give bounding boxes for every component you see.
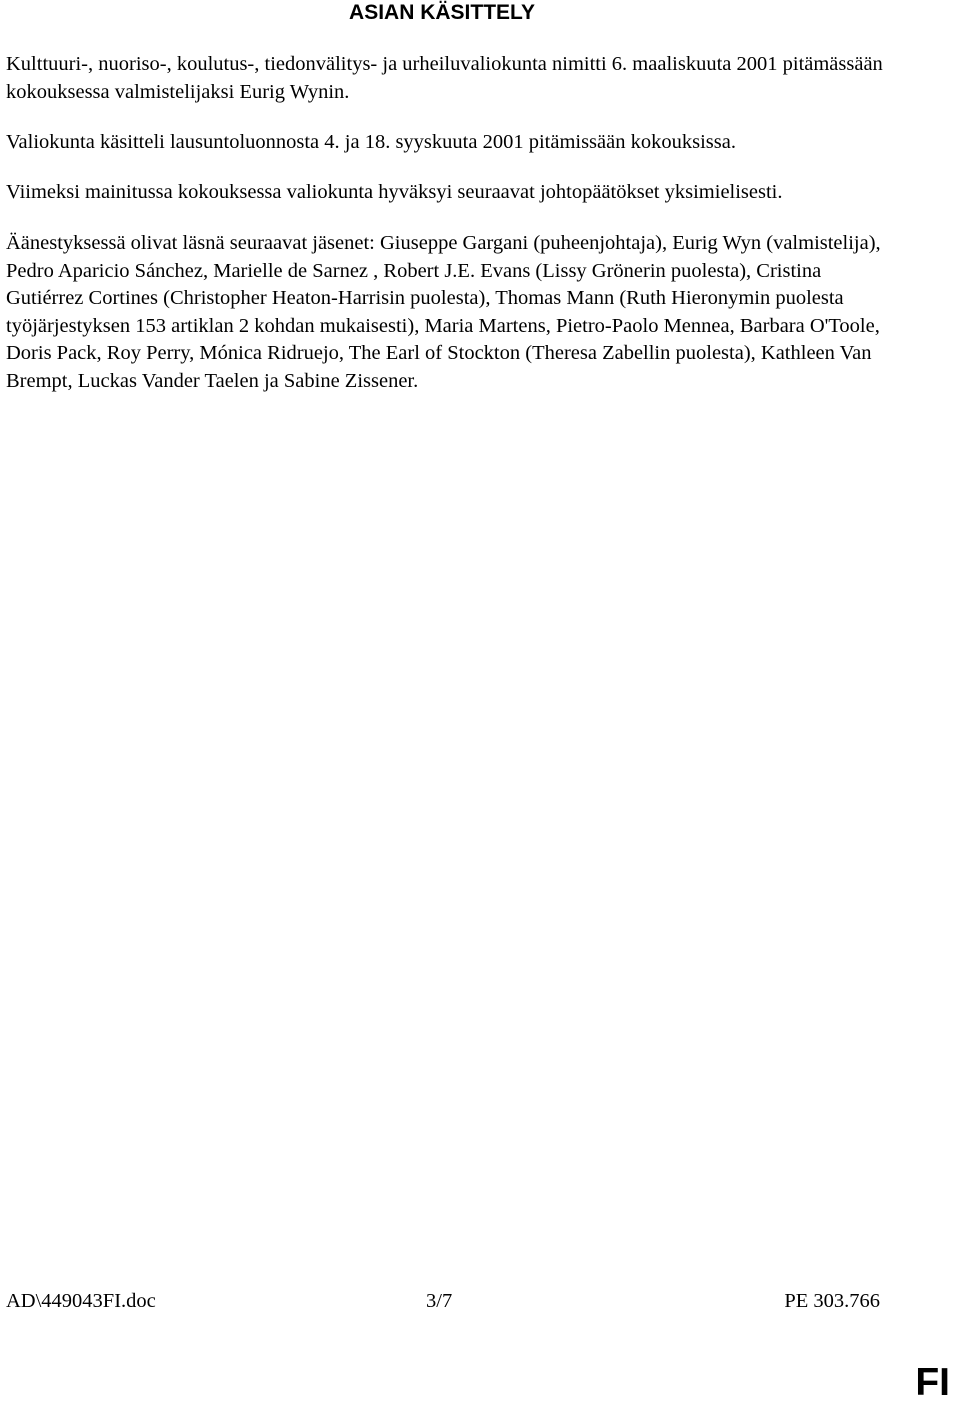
page-footer	[6, 1287, 880, 1315]
footer-pe-number: PE 303.766	[784, 1290, 880, 1312]
paragraph-meetings: Valiokunta käsitteli lausuntoluonnosta 4. ja 18. syyskuuta 2001 pitämissään kokouksissa.	[6, 131, 736, 153]
paragraph-appointment: Kulttuuri-, nuoriso-, koulutus-, tiedonvälitys- ja urheiluvaliokunta nimitti 6. maaliskuuta 2001 pitämässään kokouksessa valmistelijaksi Eurig Wynin.	[6, 53, 883, 103]
language-code: FI	[915, 1361, 950, 1404]
footer-page-number: 3/7	[426, 1290, 453, 1312]
paragraph-adoption: Viimeksi mainitussa kokouksessa valiokunta hyväksyi seuraavat johtopäätökset yksimielisesti.	[6, 181, 783, 203]
footer-document-ref: AD\449043FI.doc	[6, 1290, 156, 1312]
document-title: ASIAN KÄSITTELY	[349, 1, 535, 24]
paragraph-members-present: Äänestyksessä olivat läsnä seuraavat jäsenet: Giuseppe Gargani (puheenjohtaja), Eurig Wyn (valmistelija), Pedro Aparicio Sánchez, Marielle de Sarnez , Robert J.E. Evans (Lissy Grönerin puolesta), Cristina Gutiérrez Cortines (Christopher Heaton-Harrisin puolesta), Thomas Mann (Ruth Hieronymin puolesta työjärjestyksen 153 artiklan 2 kohdan mukaisesti), Maria Martens, Pietro-Paolo Mennea, Barbara O'Toole, Doris Pack, Roy Perry, Mónica Ridruejo, The Earl of Stockton (Theresa Zabellin puolesta), Kathleen Van Brempt, Luckas Vander Taelen ja Sabine Zissener.	[6, 232, 881, 392]
